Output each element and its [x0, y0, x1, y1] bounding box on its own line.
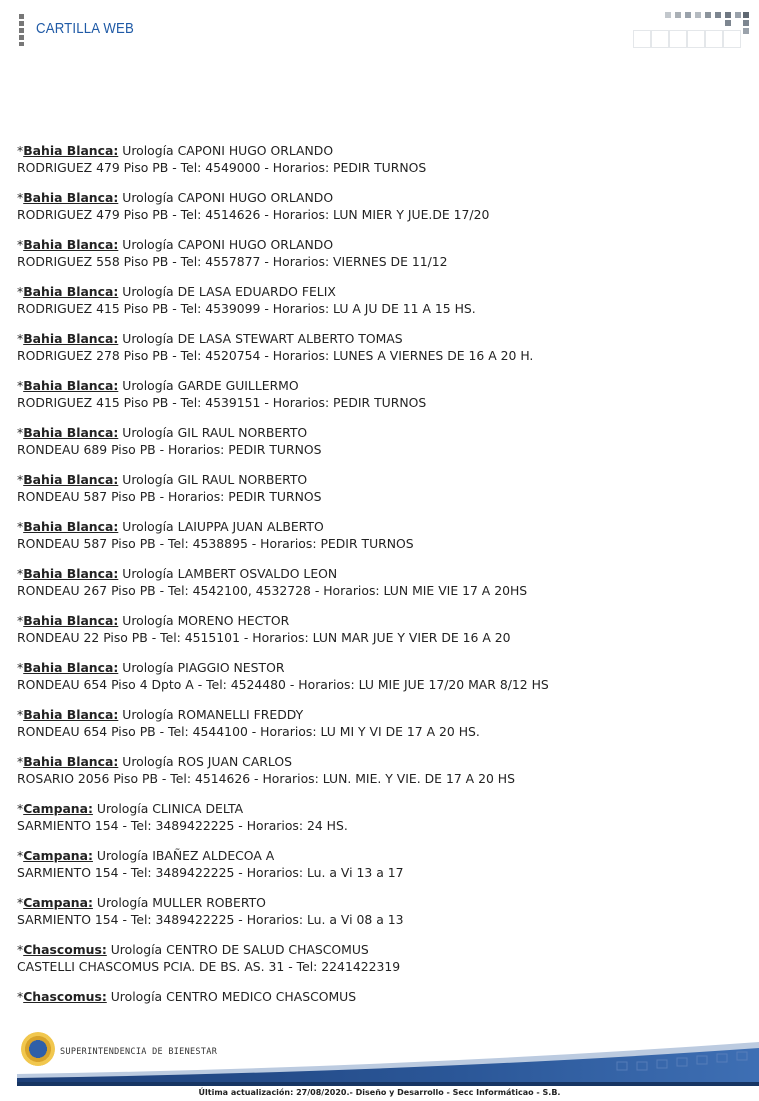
- provider-entry: [17, 706, 737, 753]
- specialty: Urología: [122, 707, 174, 722]
- organization-name: SUPERINTENDENCIA DE BIENESTAR: [60, 1047, 218, 1057]
- specialty: Urología: [110, 942, 163, 957]
- specialty: Urología: [110, 989, 163, 1004]
- provider-entry: [17, 659, 737, 706]
- city-link[interactable]: Bahia Blanca:: [23, 660, 119, 675]
- provider-name: CAPONI HUGO ORLANDO: [177, 237, 334, 252]
- city-link[interactable]: Campana:: [23, 848, 93, 863]
- asterisk: *: [17, 660, 24, 675]
- city-link[interactable]: Bahia Blanca:: [23, 754, 119, 769]
- provider-detail: RODRIGUEZ 415 Piso PB - Tel: 4539099 - Horarios: LU A JU DE 11 A 15 HS.: [17, 301, 476, 316]
- specialty: Urología: [122, 190, 174, 205]
- provider-name: IBAÑEZ ALDECOA A: [152, 848, 275, 863]
- city-link[interactable]: Campana:: [23, 801, 93, 816]
- provider-name: GIL RAUL NORBERTO: [177, 472, 308, 487]
- page-footer: [0, 1028, 759, 1101]
- provider-detail: RONDEAU 654 Piso PB - Tel: 4544100 - Horarios: LU MI Y VI DE 17 A 20 HS.: [17, 724, 480, 739]
- provider-entry: [17, 330, 737, 377]
- provider-heading: [17, 518, 737, 535]
- provider-heading: [17, 659, 737, 676]
- city-link[interactable]: Bahia Blanca:: [23, 237, 119, 252]
- asterisk: *: [17, 237, 24, 252]
- city-link[interactable]: Bahia Blanca:: [23, 707, 119, 722]
- provider-heading: [17, 471, 737, 488]
- provider-detail: RODRIGUEZ 558 Piso PB - Tel: 4557877 - Horarios: VIERNES DE 11/12: [17, 254, 448, 269]
- specialty: Urología: [122, 425, 174, 440]
- specialty: Urología: [122, 237, 174, 252]
- provider-heading: [17, 283, 737, 300]
- provider-detail: SARMIENTO 154 - Tel: 3489422225 - Horarios: Lu. a Vi 13 a 17: [17, 865, 404, 880]
- specialty: Urología: [122, 613, 174, 628]
- provider-detail: RONDEAU 587 Piso PB - Horarios: PEDIR TURNOS: [17, 489, 322, 504]
- provider-heading: [17, 706, 737, 723]
- specialty: Urología: [122, 519, 174, 534]
- city-link[interactable]: Bahia Blanca:: [23, 519, 119, 534]
- provider-list: [17, 142, 737, 1035]
- provider-entry: [17, 236, 737, 283]
- provider-name: ROS JUAN CARLOS: [177, 754, 292, 769]
- provider-detail: RONDEAU 654 Piso 4 Dpto A - Tel: 4524480 - Horarios: LU MIE JUE 17/20 MAR 8/12 HS: [17, 677, 549, 692]
- provider-detail: SARMIENTO 154 - Tel: 3489422225 - Horarios: 24 HS.: [17, 818, 348, 833]
- specialty: Urología: [96, 895, 149, 910]
- asterisk: *: [17, 425, 24, 440]
- provider-entry: [17, 612, 737, 659]
- page-title: CARTILLA WEB: [36, 20, 134, 37]
- provider-name: MORENO HECTOR: [177, 613, 290, 628]
- provider-name: PIAGGIO NESTOR: [177, 660, 285, 675]
- provider-name: DE LASA STEWART ALBERTO TOMAS: [177, 331, 403, 346]
- header-bar-decoration: [19, 14, 24, 46]
- asterisk: *: [17, 613, 24, 628]
- asterisk: *: [17, 707, 24, 722]
- provider-detail: RODRIGUEZ 278 Piso PB - Tel: 4520754 - Horarios: LUNES A VIERNES DE 16 A 20 H.: [17, 348, 534, 363]
- provider-entry: [17, 471, 737, 518]
- specialty: Urología: [122, 331, 174, 346]
- page-header: [0, 0, 759, 60]
- provider-detail: RONDEAU 22 Piso PB - Tel: 4515101 - Horarios: LUN MAR JUE Y VIER DE 16 A 20: [17, 630, 511, 645]
- asterisk: *: [17, 989, 24, 1004]
- provider-heading: [17, 612, 737, 629]
- specialty: Urología: [122, 472, 174, 487]
- provider-heading: [17, 377, 737, 394]
- header-squares-decoration: [631, 10, 753, 48]
- provider-heading: [17, 894, 737, 911]
- provider-name: DE LASA EDUARDO FELIX: [177, 284, 336, 299]
- asterisk: *: [17, 754, 24, 769]
- asterisk: *: [17, 143, 24, 158]
- provider-entry: [17, 800, 737, 847]
- city-link[interactable]: Bahia Blanca:: [23, 378, 119, 393]
- provider-entry: [17, 424, 737, 471]
- provider-detail: RONDEAU 587 Piso PB - Tel: 4538895 - Horarios: PEDIR TURNOS: [17, 536, 414, 551]
- provider-name: GARDE GUILLERMO: [177, 378, 299, 393]
- asterisk: *: [17, 801, 24, 816]
- city-link[interactable]: Bahia Blanca:: [23, 331, 119, 346]
- provider-entry: [17, 941, 737, 988]
- asterisk: *: [17, 895, 24, 910]
- provider-entry: [17, 753, 737, 800]
- provider-name: CENTRO MEDICO CHASCOMUS: [166, 989, 357, 1004]
- provider-detail: RODRIGUEZ 415 Piso PB - Tel: 4539151 - Horarios: PEDIR TURNOS: [17, 395, 427, 410]
- provider-name: LAIUPPA JUAN ALBERTO: [177, 519, 324, 534]
- asterisk: *: [17, 472, 24, 487]
- city-link[interactable]: Bahia Blanca:: [23, 284, 119, 299]
- asterisk: *: [17, 190, 24, 205]
- provider-name: CAPONI HUGO ORLANDO: [177, 143, 334, 158]
- provider-heading: [17, 800, 737, 817]
- provider-heading: [17, 424, 737, 441]
- city-link[interactable]: Bahia Blanca:: [23, 613, 119, 628]
- organization-seal-icon: [21, 1032, 55, 1066]
- city-link[interactable]: Bahia Blanca:: [23, 566, 119, 581]
- asterisk: *: [17, 331, 24, 346]
- provider-detail: RONDEAU 267 Piso PB - Tel: 4542100, 4532728 - Horarios: LUN MIE VIE 17 A 20HS: [17, 583, 528, 598]
- provider-name: CAPONI HUGO ORLANDO: [177, 190, 334, 205]
- provider-heading: [17, 753, 737, 770]
- provider-heading: [17, 565, 737, 582]
- asterisk: *: [17, 942, 24, 957]
- asterisk: *: [17, 566, 24, 581]
- provider-name: GIL RAUL NORBERTO: [177, 425, 308, 440]
- provider-entry: [17, 283, 737, 330]
- provider-name: ROMANELLI FREDDY: [177, 707, 304, 722]
- city-link[interactable]: Bahia Blanca:: [23, 425, 119, 440]
- provider-heading: [17, 236, 737, 253]
- city-link[interactable]: Campana:: [23, 895, 93, 910]
- asterisk: *: [17, 378, 24, 393]
- city-link[interactable]: Chascomus:: [23, 989, 107, 1004]
- specialty: Urología: [122, 660, 174, 675]
- provider-detail: RODRIGUEZ 479 Piso PB - Tel: 4514626 - Horarios: LUN MIER Y JUE.DE 17/20: [17, 207, 490, 222]
- provider-heading: [17, 941, 737, 958]
- specialty: Urología: [122, 378, 174, 393]
- city-link[interactable]: Chascomus:: [23, 942, 107, 957]
- provider-detail: SARMIENTO 154 - Tel: 3489422225 - Horarios: Lu. a Vi 08 a 13: [17, 912, 404, 927]
- provider-heading: [17, 847, 737, 864]
- provider-detail: ROSARIO 2056 Piso PB - Tel: 4514626 - Horarios: LUN. MIE. Y VIE. DE 17 A 20 HS: [17, 771, 515, 786]
- specialty: Urología: [122, 143, 174, 158]
- city-link[interactable]: Bahia Blanca:: [23, 190, 119, 205]
- provider-name: CENTRO DE SALUD CHASCOMUS: [166, 942, 369, 957]
- specialty: Urología: [96, 848, 149, 863]
- provider-entry: [17, 377, 737, 424]
- provider-detail: CASTELLI CHASCOMUS PCIA. DE BS. AS. 31 - Tel: 2241422319: [17, 959, 401, 974]
- provider-entry: [17, 847, 737, 894]
- specialty: Urología: [122, 284, 174, 299]
- provider-entry: [17, 142, 737, 189]
- asterisk: *: [17, 284, 24, 299]
- provider-name: LAMBERT OSVALDO LEON: [177, 566, 338, 581]
- asterisk: *: [17, 519, 24, 534]
- footer-credits: Última actualización: 27/08/2020.- Diseño y Desarrollo - Secc Informáticao - S.B.: [198, 1088, 561, 1097]
- provider-entry: [17, 894, 737, 941]
- provider-name: CLINICA DELTA: [152, 801, 244, 816]
- city-link[interactable]: Bahia Blanca:: [23, 472, 119, 487]
- city-link[interactable]: Bahia Blanca:: [23, 143, 119, 158]
- provider-entry: [17, 189, 737, 236]
- provider-heading: [17, 142, 737, 159]
- specialty: Urología: [122, 754, 174, 769]
- provider-heading: [17, 330, 737, 347]
- specialty: Urología: [96, 801, 149, 816]
- provider-detail: RODRIGUEZ 479 Piso PB - Tel: 4549000 - Horarios: PEDIR TURNOS: [17, 160, 427, 175]
- specialty: Urología: [122, 566, 174, 581]
- provider-name: MULLER ROBERTO: [152, 895, 266, 910]
- asterisk: *: [17, 848, 24, 863]
- provider-heading: [17, 988, 737, 1005]
- provider-entry: [17, 518, 737, 565]
- footer-wave-decoration: [17, 1036, 759, 1086]
- provider-detail: RONDEAU 689 Piso PB - Horarios: PEDIR TURNOS: [17, 442, 322, 457]
- provider-entry: [17, 565, 737, 612]
- provider-heading: [17, 189, 737, 206]
